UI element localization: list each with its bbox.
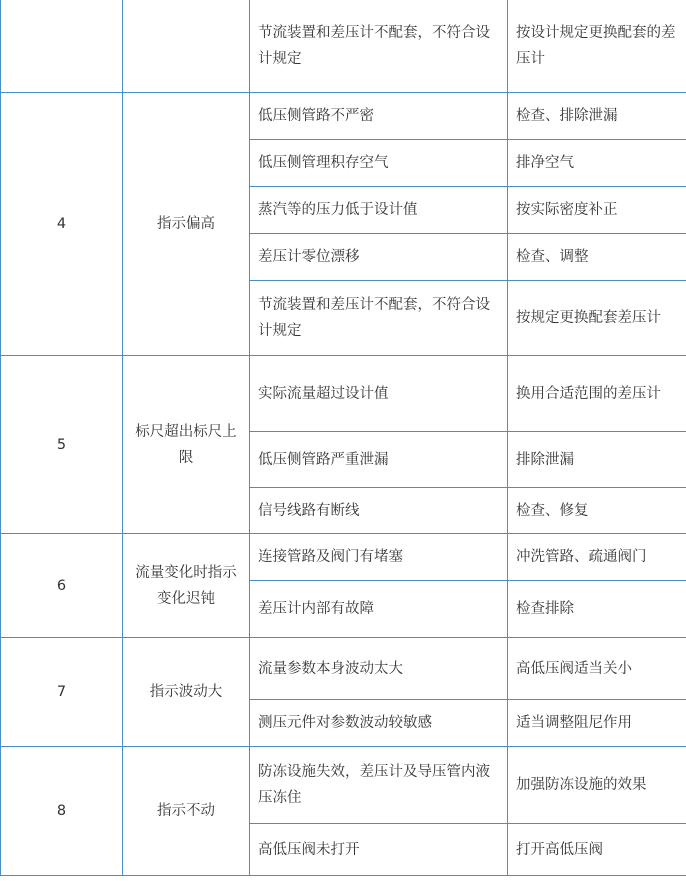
fix-cell: 冲洗管路、疏通阀门 [508,534,686,581]
fix-cell: 适当调整阻尼作用 [508,700,686,747]
fix-cell: 检查、修复 [508,488,686,534]
cause-cell: 高低压阀未打开 [250,824,508,876]
cause-cell: 差压计内部有故障 [250,581,508,638]
table-row [1,356,686,432]
cause-cell: 防冻设施失效，差压计及导压管内液压冻住 [250,747,508,824]
cause-cell: 低压侧管路不严密 [250,93,508,140]
table-row [1,534,686,581]
cause-cell: 流量参数本身波动太大 [250,638,508,700]
symptom-cell: 指示不动 [123,747,250,876]
row-number: 5 [1,356,123,534]
cause-cell: 信号线路有断线 [250,488,508,534]
cause-cell: 连接管路及阀门有堵塞 [250,534,508,581]
cause-cell: 蒸汽等的压力低于设计值 [250,187,508,234]
table-row [1,638,686,700]
row-number: 6 [1,534,123,638]
cause-cell: 节流装置和差压计不配套，不符合设计规定 [250,281,508,356]
fix-cell: 按设计规定更换配套的差压计 [508,0,686,93]
fix-cell: 高低压阀适当关小 [508,638,686,700]
symptom-cell: 指示波动大 [123,638,250,747]
fix-cell: 检查、排除泄漏 [508,93,686,140]
fix-cell: 按实际密度补正 [508,187,686,234]
symptom-cell: 标尺超出标尺上限 [123,356,250,534]
cause-cell: 实际流量超过设计值 [250,356,508,432]
fix-cell: 换用合适范围的差压计 [508,356,686,432]
cause-cell: 低压侧管路严重泄漏 [250,432,508,488]
fix-cell: 检查排除 [508,581,686,638]
row-number: 8 [1,747,123,876]
fix-cell: 排净空气 [508,140,686,187]
fault-table-body [1,0,686,876]
row-number: 7 [1,638,123,747]
symptom-cell [123,0,250,93]
fix-cell: 加强防冻设施的效果 [508,747,686,824]
symptom-cell: 流量变化时指示变化迟钝 [123,534,250,638]
fix-cell: 打开高低压阀 [508,824,686,876]
cause-cell: 差压计零位漂移 [250,234,508,281]
row-number [1,0,123,93]
fix-cell: 按规定更换配套差压计 [508,281,686,356]
fix-cell: 排除泄漏 [508,432,686,488]
cause-cell: 低压侧管理积存空气 [250,140,508,187]
table-row [1,93,686,140]
fix-cell: 检查、调整 [508,234,686,281]
table-row [1,0,686,93]
symptom-cell: 指示偏高 [123,93,250,356]
table-row [1,747,686,824]
cause-cell: 测压元件对参数波动较敏感 [250,700,508,747]
cause-cell: 节流装置和差压计不配套，不符合设计规定 [250,0,508,93]
row-number: 4 [1,93,123,356]
